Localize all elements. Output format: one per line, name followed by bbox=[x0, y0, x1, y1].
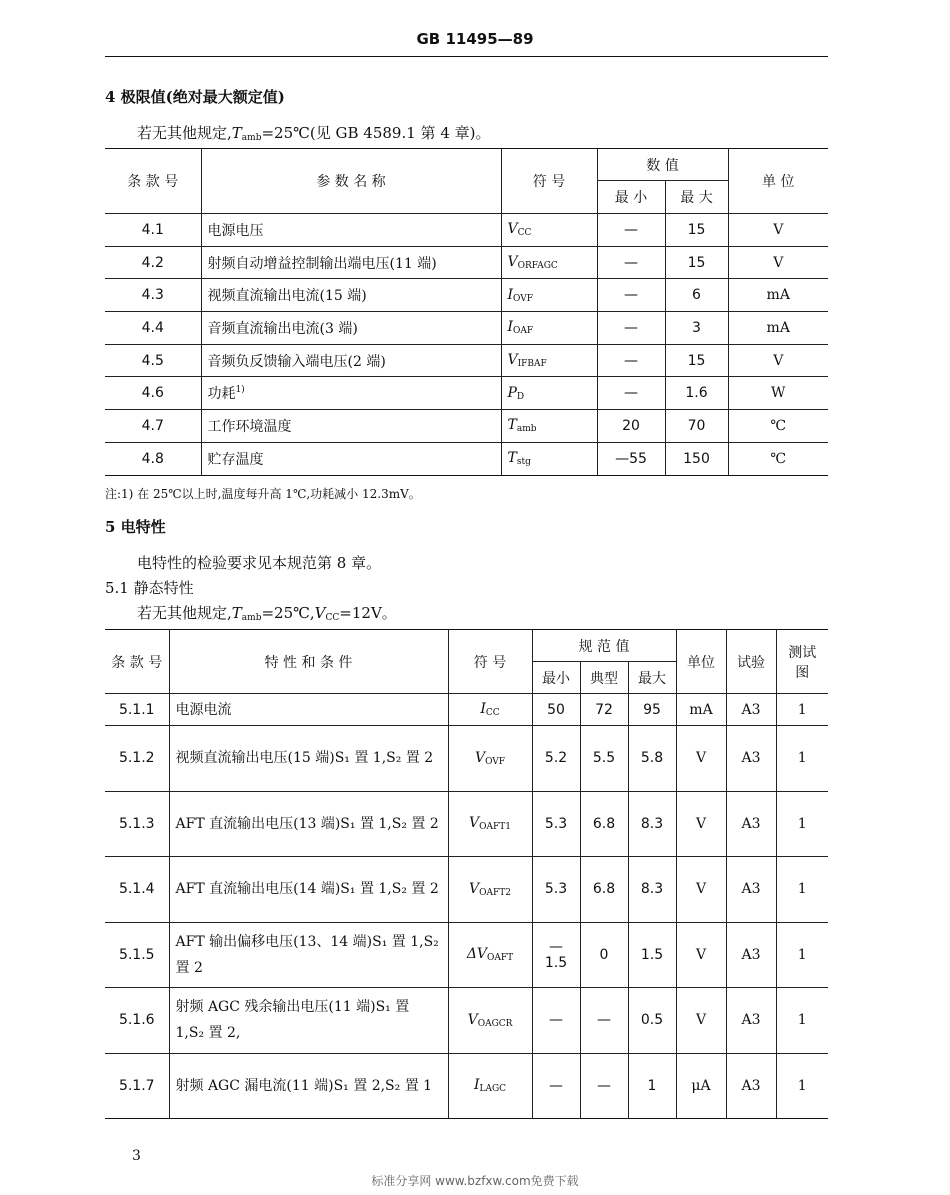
section-5-heading: 5 电特性 bbox=[105, 518, 166, 536]
parameter-name-text: 视频直流输出电流(15 端) bbox=[207, 288, 367, 305]
symbol bbox=[501, 377, 597, 410]
symbol-main: V bbox=[469, 815, 480, 832]
symbol-subscript: OAFT1 bbox=[479, 822, 511, 833]
symbol bbox=[448, 988, 532, 1054]
document-code: GB 11495—89 bbox=[416, 30, 534, 48]
parameter-name bbox=[201, 410, 501, 443]
parameter-name bbox=[201, 279, 501, 312]
value-typ: 6.8 bbox=[580, 791, 628, 857]
value-min: 5.2 bbox=[532, 726, 580, 792]
item-number: 4.5 bbox=[105, 344, 201, 377]
test-method: A3 bbox=[726, 1053, 776, 1119]
parameter-name bbox=[201, 246, 501, 279]
test-method: A3 bbox=[726, 988, 776, 1054]
symbol bbox=[501, 246, 597, 279]
static-header-unit: 单位 bbox=[676, 630, 726, 694]
unit: ℃ bbox=[728, 442, 828, 475]
symbol-main: ΔV bbox=[466, 946, 488, 963]
value-typ: 72 bbox=[580, 694, 628, 726]
section-5-intro: 电特性的检验要求见本规范第 8 章。 bbox=[137, 554, 382, 572]
symbol bbox=[501, 442, 597, 475]
unit: V bbox=[676, 988, 726, 1054]
symbol-main: I bbox=[507, 319, 514, 336]
value-min: 50 bbox=[532, 694, 580, 726]
symbol-subscript: CC bbox=[485, 708, 500, 718]
value-typ: — bbox=[580, 1053, 628, 1119]
symbol-main: I bbox=[480, 701, 486, 717]
characteristic-description: AFT 输出偏移电压(13、14 端)S₁ 置 1,S₂ 置 2 bbox=[169, 922, 448, 988]
unit: W bbox=[728, 377, 828, 410]
item-number: 5.1.7 bbox=[105, 1053, 169, 1119]
parameter-name-text: 音频负反馈输入端电压(2 端) bbox=[207, 353, 386, 370]
section-5-condition: 若无其他规定$,T_{amb}=25℃,V_{CC}=12V$。 bbox=[137, 604, 397, 623]
table-row bbox=[105, 694, 828, 726]
value-typ: 0 bbox=[580, 922, 628, 988]
static-header-max: 最大 bbox=[628, 662, 676, 694]
table-row bbox=[105, 377, 828, 410]
value-max: 1.5 bbox=[628, 922, 676, 988]
characteristic-description: AFT 直流输出电压(14 端)S₁ 置 1,S₂ 置 2 bbox=[169, 857, 448, 923]
parameter-name bbox=[201, 377, 501, 410]
symbol bbox=[448, 1053, 532, 1119]
value-max: 5.8 bbox=[628, 726, 676, 792]
value-typ: 6.8 bbox=[580, 857, 628, 923]
static-header-spec: 规 范 值 bbox=[532, 630, 676, 662]
unit: V bbox=[728, 344, 828, 377]
item-number: 4.3 bbox=[105, 279, 201, 312]
table-row bbox=[105, 246, 828, 279]
symbol-main: T bbox=[507, 450, 517, 467]
unit: V bbox=[676, 791, 726, 857]
unit: mA bbox=[676, 694, 726, 726]
value-min: — bbox=[597, 279, 665, 312]
unit: V bbox=[728, 214, 828, 247]
value-max: 8.3 bbox=[628, 791, 676, 857]
limits-footnote: 注:1) 在 25℃以上时,温度每升高 1℃,功耗减小 12.3mV。 bbox=[105, 487, 421, 501]
static-characteristics-table bbox=[105, 629, 828, 1119]
unit: ℃ bbox=[728, 410, 828, 443]
header-rule bbox=[105, 56, 828, 57]
limits-header-min: 最 小 bbox=[597, 181, 665, 214]
value-min: — bbox=[597, 214, 665, 247]
value-max: 15 bbox=[665, 214, 728, 247]
symbol bbox=[501, 214, 597, 247]
limits-header-unit: 单 位 bbox=[728, 149, 828, 214]
symbol-main: V bbox=[507, 221, 518, 238]
limits-header-max: 最 大 bbox=[665, 181, 728, 214]
test-method: A3 bbox=[726, 922, 776, 988]
characteristic-description: AFT 直流输出电压(13 端)S₁ 置 1,S₂ 置 2 bbox=[169, 791, 448, 857]
item-number: 4.1 bbox=[105, 214, 201, 247]
static-header-symbol: 符 号 bbox=[448, 630, 532, 694]
value-max: 3 bbox=[665, 312, 728, 345]
value-min: —1.5 bbox=[532, 922, 580, 988]
test-figure: 1 bbox=[776, 694, 828, 726]
unit: mA bbox=[728, 312, 828, 345]
value-min: — bbox=[597, 344, 665, 377]
parameter-name bbox=[201, 214, 501, 247]
symbol-main: P bbox=[507, 384, 517, 401]
characteristic-description: 电源电流 bbox=[169, 694, 448, 726]
value-typ: — bbox=[580, 988, 628, 1054]
characteristic-description: 射频 AGC 残余输出电压(11 端)S₁ 置 1,S₂ 置 2, bbox=[169, 988, 448, 1054]
symbol-subscript: OAGCR bbox=[477, 1018, 513, 1029]
item-number: 5.1.2 bbox=[105, 726, 169, 792]
symbol bbox=[448, 694, 532, 726]
static-header-char: 特 性 和 条 件 bbox=[169, 630, 448, 694]
value-max: 95 bbox=[628, 694, 676, 726]
parameter-name-text: 功耗 bbox=[207, 386, 236, 403]
item-number: 4.8 bbox=[105, 442, 201, 475]
value-max: 70 bbox=[665, 410, 728, 443]
value-min: — bbox=[597, 312, 665, 345]
test-figure: 1 bbox=[776, 1053, 828, 1119]
item-number: 5.1.3 bbox=[105, 791, 169, 857]
value-min: —55 bbox=[597, 442, 665, 475]
table-row bbox=[105, 344, 828, 377]
symbol-main: T bbox=[507, 417, 517, 434]
limits-table bbox=[105, 148, 828, 476]
test-figure: 1 bbox=[776, 791, 828, 857]
table-row bbox=[105, 857, 828, 923]
symbol-subscript: ORFAGC bbox=[517, 261, 558, 272]
value-max: 8.3 bbox=[628, 857, 676, 923]
test-figure: 1 bbox=[776, 922, 828, 988]
limits-header-param: 参 数 名 称 bbox=[201, 149, 501, 214]
value-max: 1.6 bbox=[665, 377, 728, 410]
unit: V bbox=[676, 922, 726, 988]
symbol-subscript: CC bbox=[517, 228, 532, 239]
symbol-subscript: LAGC bbox=[479, 1084, 507, 1095]
symbol bbox=[501, 344, 597, 377]
parameter-name bbox=[201, 442, 501, 475]
value-min: — bbox=[532, 988, 580, 1054]
value-min: 5.3 bbox=[532, 791, 580, 857]
test-method: A3 bbox=[726, 857, 776, 923]
symbol-subscript: OVF bbox=[485, 756, 506, 767]
value-max: 15 bbox=[665, 246, 728, 279]
unit: V bbox=[728, 246, 828, 279]
table-row bbox=[105, 1053, 828, 1119]
section-5-1-heading: 5.1 静态特性 bbox=[105, 579, 194, 597]
table-row bbox=[105, 279, 828, 312]
table-row bbox=[105, 312, 828, 345]
parameter-name bbox=[201, 312, 501, 345]
watermark-text: 标准分享网 www.bzfxw.com免费下载 bbox=[371, 1174, 579, 1188]
characteristic-description: 射频 AGC 漏电流(11 端)S₁ 置 2,S₂ 置 1 bbox=[169, 1053, 448, 1119]
characteristic-description: 视频直流输出电压(15 端)S₁ 置 1,S₂ 置 2 bbox=[169, 726, 448, 792]
static-header-figure: 测试图 bbox=[776, 630, 828, 694]
symbol-main: V bbox=[474, 749, 486, 766]
parameter-name-text: 射频自动增益控制输出端电压(11 端) bbox=[207, 255, 437, 272]
symbol-subscript: amb bbox=[516, 424, 537, 435]
table-row bbox=[105, 214, 828, 247]
parameter-name-text: 工作环境温度 bbox=[207, 418, 292, 435]
item-number: 5.1.5 bbox=[105, 922, 169, 988]
symbol bbox=[501, 279, 597, 312]
static-header-test: 试验 bbox=[726, 630, 776, 694]
symbol-main: V bbox=[507, 254, 518, 271]
test-figure: 1 bbox=[776, 857, 828, 923]
unit: mA bbox=[728, 279, 828, 312]
test-method: A3 bbox=[726, 694, 776, 726]
symbol-main: V bbox=[469, 880, 480, 897]
value-min: — bbox=[597, 246, 665, 279]
limits-header-symbol: 符 号 bbox=[501, 149, 597, 214]
item-number: 5.1.1 bbox=[105, 694, 169, 726]
symbol-subscript: OAFT bbox=[487, 953, 514, 964]
parameter-name-text: 贮存温度 bbox=[207, 451, 264, 468]
value-max: 150 bbox=[665, 442, 728, 475]
table-row bbox=[105, 988, 828, 1054]
symbol-subscript: D bbox=[516, 391, 525, 402]
limits-header-value: 数 值 bbox=[597, 149, 728, 181]
symbol-main: I bbox=[507, 286, 514, 303]
value-typ: 5.5 bbox=[580, 726, 628, 792]
limits-header-item: 条 款 号 bbox=[105, 149, 201, 214]
value-max: 6 bbox=[665, 279, 728, 312]
item-number: 5.1.6 bbox=[105, 988, 169, 1054]
unit: V bbox=[676, 726, 726, 792]
static-header-min: 最小 bbox=[532, 662, 580, 694]
symbol bbox=[501, 312, 597, 345]
value-min: — bbox=[532, 1053, 580, 1119]
table-row bbox=[105, 922, 828, 988]
symbol bbox=[501, 410, 597, 443]
test-method: A3 bbox=[726, 791, 776, 857]
value-min: — bbox=[597, 377, 665, 410]
symbol-subscript: stg bbox=[516, 457, 531, 468]
table-row bbox=[105, 791, 828, 857]
parameter-name bbox=[201, 344, 501, 377]
table-row bbox=[105, 726, 828, 792]
static-header-typ: 典型 bbox=[580, 662, 628, 694]
parameter-name-text: 电源电压 bbox=[207, 222, 264, 239]
symbol-main: V bbox=[467, 1011, 478, 1028]
unit: μA bbox=[676, 1053, 726, 1119]
page-number: 3 bbox=[132, 1148, 141, 1164]
symbol bbox=[448, 857, 532, 923]
item-number: 4.7 bbox=[105, 410, 201, 443]
parameter-name-text: 音频直流输出电流(3 端) bbox=[207, 320, 358, 337]
symbol-subscript: OAF bbox=[513, 326, 534, 337]
symbol-main: I bbox=[473, 1077, 480, 1094]
symbol bbox=[448, 922, 532, 988]
footnote-mark: 1) bbox=[235, 385, 245, 396]
item-number: 5.1.4 bbox=[105, 857, 169, 923]
symbol-subscript: IFBAF bbox=[517, 359, 547, 370]
test-figure: 1 bbox=[776, 988, 828, 1054]
value-max: 15 bbox=[665, 344, 728, 377]
symbol bbox=[448, 726, 532, 792]
symbol-subscript: OVF bbox=[513, 293, 533, 304]
section-4-condition: 若无其他规定$,T_{amb}=25℃$(见 GB 4589.1 第 4 章)。 bbox=[137, 124, 491, 143]
table-row bbox=[105, 442, 828, 475]
symbol-subscript: OAFT2 bbox=[479, 887, 511, 898]
value-min: 20 bbox=[597, 410, 665, 443]
test-method: A3 bbox=[726, 726, 776, 792]
symbol bbox=[448, 791, 532, 857]
section-4-heading: 4 极限值(绝对最大额定值) bbox=[105, 88, 285, 106]
value-max: 1 bbox=[628, 1053, 676, 1119]
unit: V bbox=[676, 857, 726, 923]
item-number: 4.6 bbox=[105, 377, 201, 410]
static-header-item: 条 款 号 bbox=[105, 630, 169, 694]
value-min: 5.3 bbox=[532, 857, 580, 923]
item-number: 4.2 bbox=[105, 246, 201, 279]
symbol-main: V bbox=[507, 352, 518, 369]
test-figure: 1 bbox=[776, 726, 828, 792]
table-row bbox=[105, 410, 828, 443]
item-number: 4.4 bbox=[105, 312, 201, 345]
value-max: 0.5 bbox=[628, 988, 676, 1054]
